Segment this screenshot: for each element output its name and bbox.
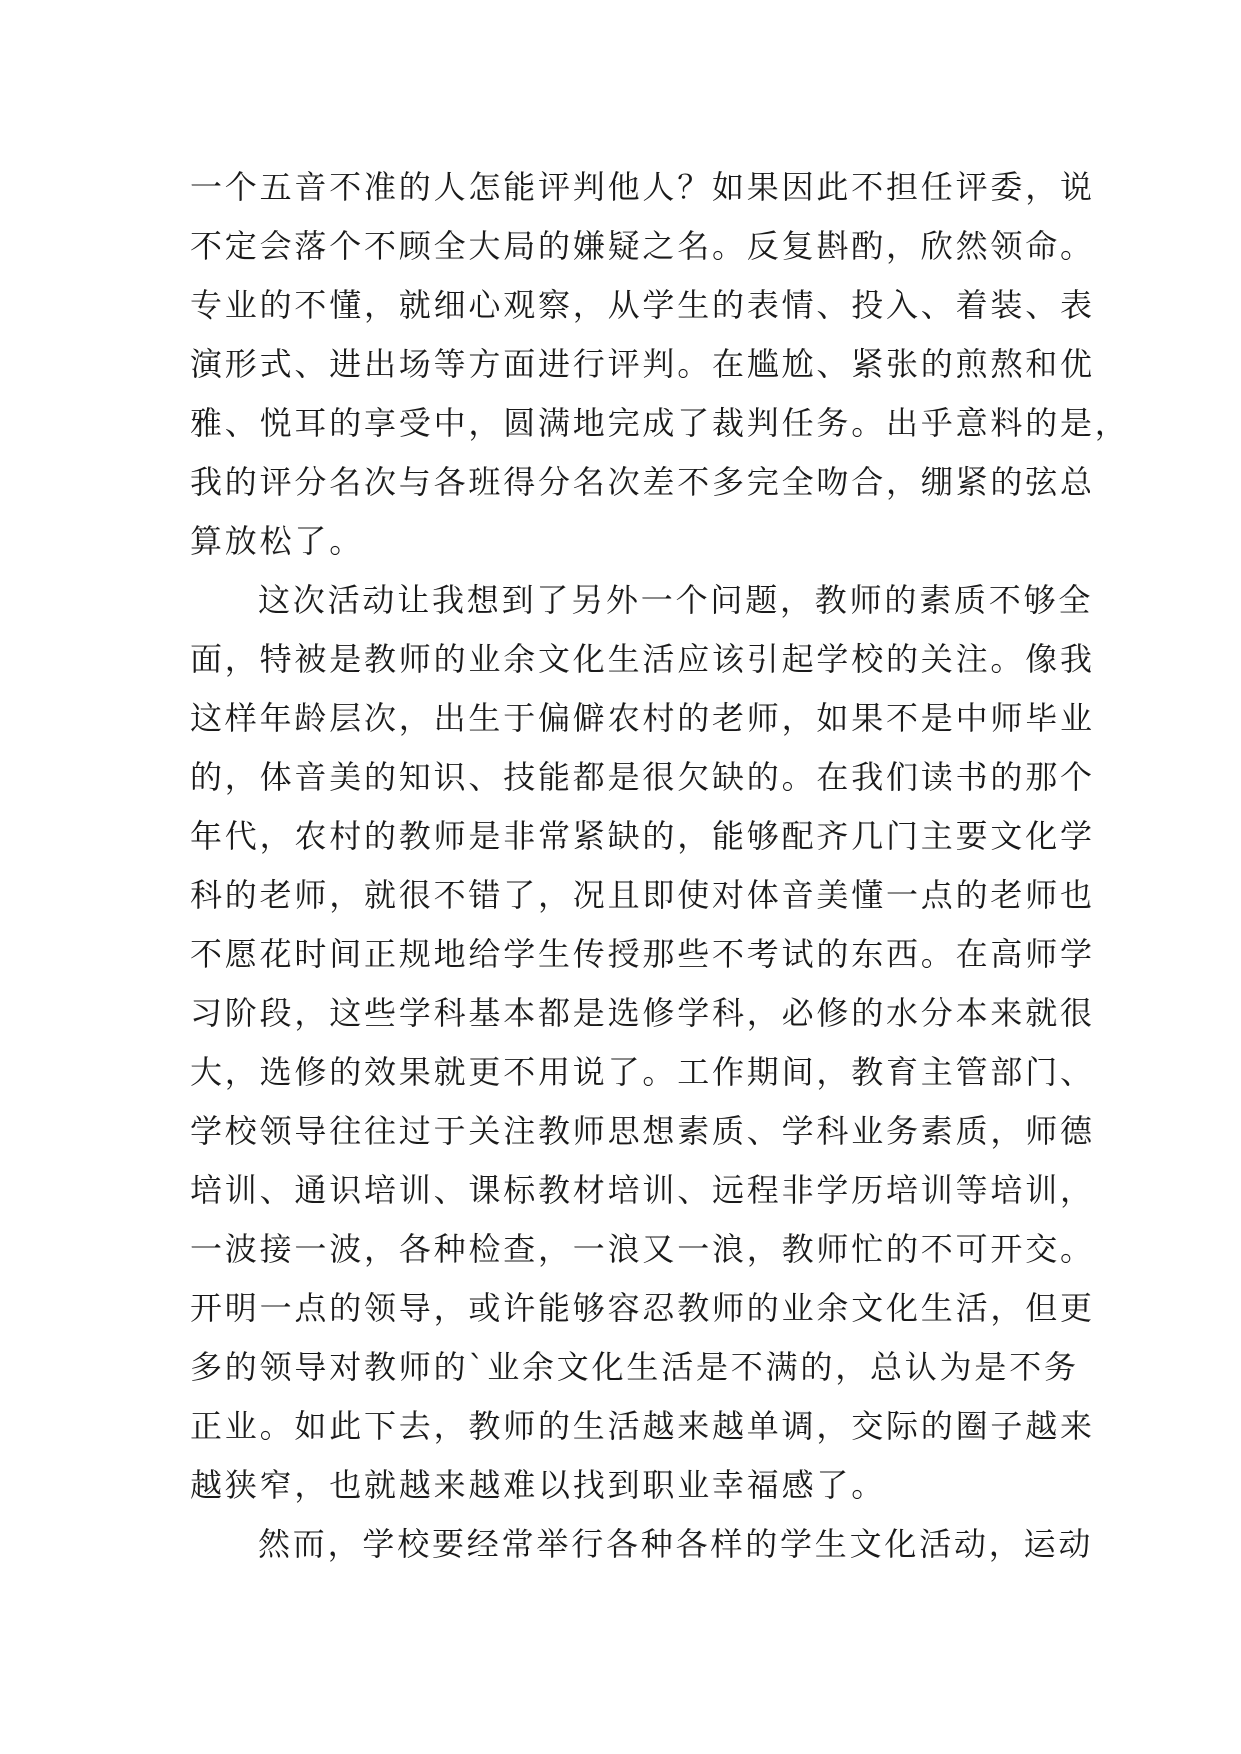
paragraph-first-line: 这次活动让我想到了另外一个问题，教师的素质不够全 xyxy=(258,581,1094,619)
text-line: 不愿花时间正规地给学生传授那些不考试的东西。在高师学 xyxy=(190,935,1095,973)
text-line: 这样年龄层次，出生于偏僻农村的老师，如果不是中师毕业 xyxy=(190,699,1095,737)
text-line: 演形式、进出场等方面进行评判。在尴尬、紧张的煎熬和优 xyxy=(190,345,1095,383)
text-line: 学校领导往往过于关注教师思想素质、学科业务素质，师德 xyxy=(190,1112,1095,1150)
text-line: 算放松了。 xyxy=(190,522,365,560)
text-line: 专业的不懂，就细心观察，从学生的表情、投入、着装、表 xyxy=(190,286,1095,324)
text-line: 的，体音美的知识、技能都是很欠缺的。在我们读书的那个 xyxy=(190,758,1095,796)
text-line: 开明一点的领导，或许能够容忍教师的业余文化生活，但更 xyxy=(190,1289,1095,1327)
text-line: 多的领导对教师的`业余文化生活是不满的，总认为是不务 xyxy=(190,1348,1079,1386)
text-line: 面，特被是教师的业余文化生活应该引起学校的关注。像我 xyxy=(190,640,1095,678)
text-line: 一波接一波，各种检查，一浪又一浪，教师忙的不可开交。 xyxy=(190,1230,1095,1268)
text-line: 正业。如此下去，教师的生活越来越单调，交际的圈子越来 xyxy=(190,1407,1095,1445)
text-line: 科的老师，就很不错了，况且即使对体音美懂一点的老师也 xyxy=(190,876,1095,914)
body-text xyxy=(190,158,1130,1574)
text-line: 年代，农村的教师是非常紧缺的，能够配齐几门主要文化学 xyxy=(190,817,1095,855)
text-line: 我的评分名次与各班得分名次差不多完全吻合，绷紧的弦总 xyxy=(190,463,1095,501)
text-line: 培训、通识培训、课标教材培训、远程非学历培训等培训， xyxy=(190,1171,1095,1209)
text-line: 雅、悦耳的享受中，圆满地完成了裁判任务。出乎意料的是， xyxy=(190,404,1130,442)
text-line: 不定会落个不顾全大局的嫌疑之名。反复斟酌，欣然领命。 xyxy=(190,227,1095,265)
text-line: 大，选修的效果就更不用说了。工作期间，教育主管部门、 xyxy=(190,1053,1095,1091)
text-line: 习阶段，这些学科基本都是选修学科，必修的水分本来就很 xyxy=(190,994,1095,1032)
paragraph-first-line: 然而，学校要经常举行各种各样的学生文化活动，运动 xyxy=(258,1525,1094,1563)
text-line: 一个五音不准的人怎能评判他人？如果因此不担任评委，说 xyxy=(190,168,1095,206)
text-line: 越狭窄，也就越来越难以找到职业幸福感了。 xyxy=(190,1466,887,1504)
